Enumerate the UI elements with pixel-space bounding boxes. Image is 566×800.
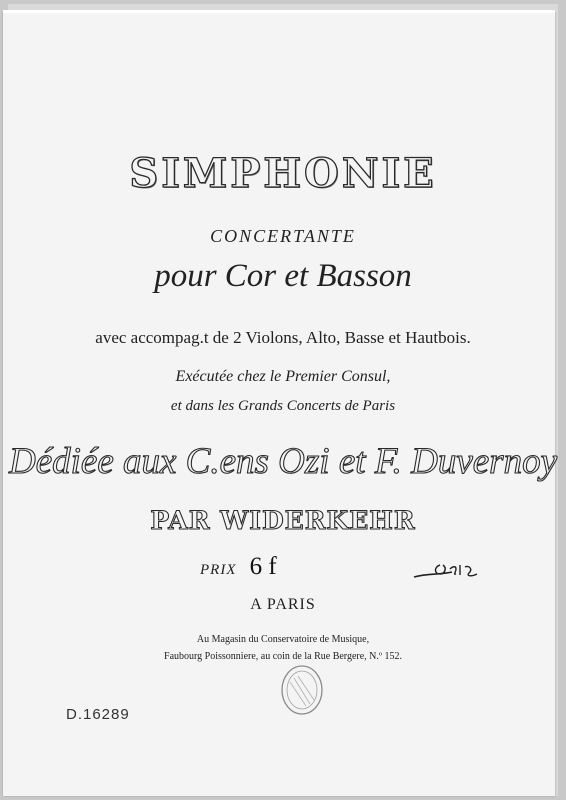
publisher-line-2: Faubourg Poissonniere, au coin de la Rue Bergere, N.º 152. (164, 651, 402, 662)
title: SIMPHONIE (129, 150, 437, 197)
shelfmark: D.16289 (66, 706, 130, 723)
library-stamp-icon (276, 664, 328, 716)
subtitle: CONCERTANTE (210, 226, 356, 246)
dedication: Dédiée aux C.ens Ozi et F. Duvernoy (8, 441, 557, 482)
page-edge (3, 10, 555, 13)
performance-line-2: et dans les Grands Concerts de Paris (170, 398, 396, 414)
instrumentation: pour Cor et Basson (154, 258, 412, 294)
accompaniment: avec accompag.t de 2 Violons, Alto, Basse et Hautbois. (95, 328, 471, 347)
handwritten-signature-icon (410, 553, 490, 583)
performance-line-1: Exécutée chez le Premier Consul, (175, 368, 391, 385)
composer: PAR WIDERKEHR (150, 506, 416, 535)
price-value: 6 f (249, 553, 277, 580)
price-label: PRIX (200, 562, 237, 578)
city: A PARIS (250, 596, 316, 613)
price (200, 553, 277, 581)
publisher-line-1: Au Magasin du Conservatoire de Musique, (196, 634, 370, 645)
